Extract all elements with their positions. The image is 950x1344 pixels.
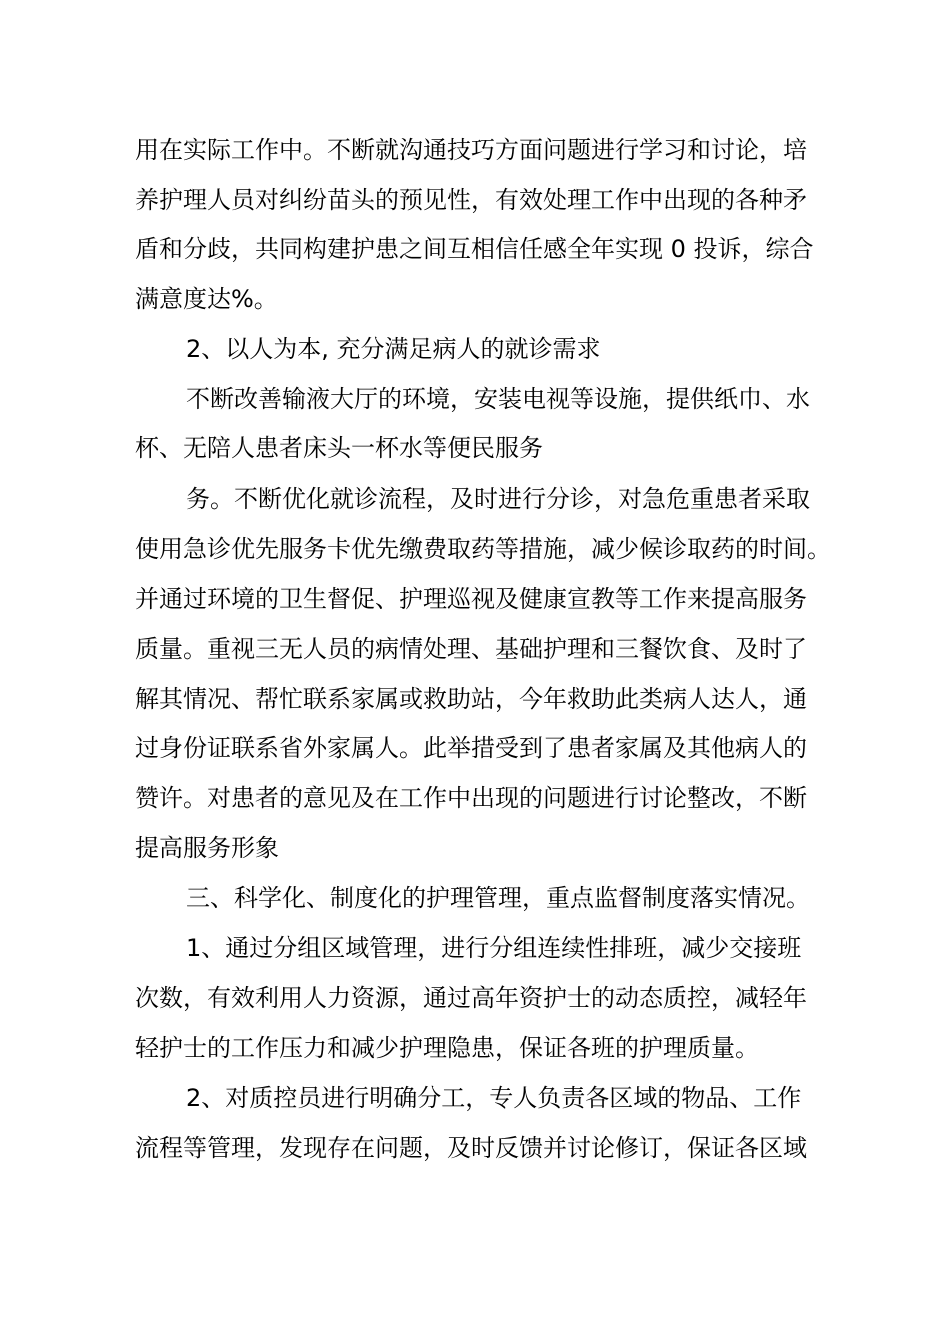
text-line: 使用急诊优先服务卡优先缴费取药等措施，减少候诊取药的时间。 [135,535,831,563]
text-line: 务。不断优化就诊流程，及时进行分诊，对急危重患者采取 [186,485,810,513]
text-line: 不断改善输液大厅的环境，安装电视等设施，提供纸巾、水 [186,385,810,413]
text-line: 用在实际工作中。不断就沟通技巧方面问题进行学习和讨论，培 [135,136,807,164]
text-line: 提高服务形象 [135,834,279,862]
text-line: 盾和分歧，共同构建护患之间互相信任感全年实现 0 投诉，综合 [135,235,814,263]
text-line: 杯、无陪人患者床头一杯水等便民服务 [135,434,543,462]
text-line: 2、对质控员进行明确分工，专人负责各区域的物品、工作 [186,1084,802,1112]
text-line: 满意度达%。 [135,285,278,313]
text-line: 赞许。对患者的意见及在工作中出现的问题进行讨论整改，不断 [135,784,807,812]
text-line: 流程等管理，发现存在问题，及时反馈并讨论修订，保证各区域 [135,1134,807,1162]
text-line: 并通过环境的卫生督促、护理巡视及健康宣教等工作来提高服务 [135,585,807,613]
text-line: 过身份证联系省外家属人。此举措受到了患者家属及其他病人的 [135,734,807,762]
text-line: 轻护士的工作压力和减少护理隐患，保证各班的护理质量。 [135,1034,759,1062]
text-line: 解其情况、帮忙联系家属或救助站，今年救助此类病人达人，通 [135,685,807,713]
text-line: 质量。重视三无人员的病情处理、基础护理和三餐饮食、及时了 [135,635,807,663]
section-heading: 2、以人为本, 充分满足病人的就诊需求 [186,335,601,363]
text-line: 1、通过分组区域管理，进行分组连续性排班，减少交接班 [186,934,802,962]
text-line: 次数，有效利用人力资源，通过高年资护士的动态质控，减轻年 [135,984,807,1012]
section-heading: 三、科学化、制度化的护理管理，重点监督制度落实情况。 [186,884,810,912]
text-line: 养护理人员对纠纷苗头的预见性，有效处理工作中出现的各种矛 [135,186,807,214]
